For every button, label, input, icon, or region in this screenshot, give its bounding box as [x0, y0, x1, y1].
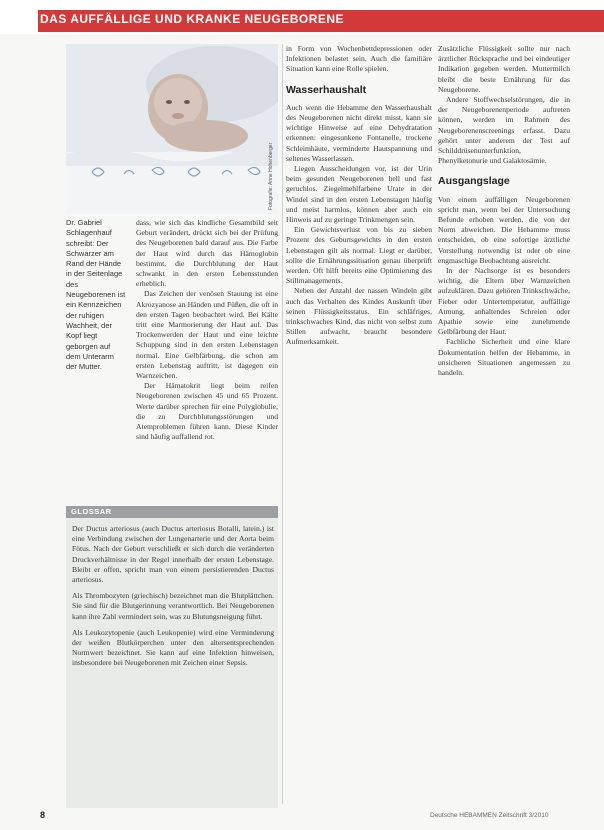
newborn-photo [66, 44, 278, 214]
col3-paragraph: Andere Stoffwechselstörungen, die in der Neugeborenenperiode auftreten können, werden im Rahmen des Neugeborenenscreenings erfasst. Dazu gehört unter anderem der Test auf Schilddrüsenunterfunktion, Phenylketonurie und Galaktosämie. [438, 95, 570, 166]
glossar-entry: Als Thrombozyten (griechisch) bezeichnet man die Blutplättchen. Sie sind für die Blutgerinnung verantwortlich. Bei Neugeborenen kann ihre Zahl vermindert sein, was zu Blutungsneigung führt. [72, 591, 274, 621]
header-title: DAS AUFFÄLLIGE UND KRANKE NEUGEBORENE [40, 12, 345, 26]
col1-paragraph: Der Hämatokrit liegt beim reifen Neugeborenen zwischen 45 und 65 Prozent. Werte darüber sprechen für eine Polyglobulie, die zu Durchblutungsstörungen und Atemproblemen führen kann. Diese Kinder sind häufig auffallend rot. [136, 381, 278, 442]
col3-paragraph: Fachliche Sicherheit und eine klare Dokumentation helfen der Hebamme, in unsicheren Situationen angemessen zu handeln. [438, 337, 570, 378]
column-1 [136, 218, 278, 442]
col3-paragraph: In der Nachsorge ist es besonders wichtig, die Eltern über Warnzeichen aufzuklären. Dazu gehören Trinkschwäche, Fieber oder Untertemperatur, auffällige Atmung, anhaltendes Schreien oder Apathie sowie eine zunehmende Gelbfärbung der Haut. [438, 266, 570, 337]
col2-paragraph: Neben der Anzahl der nassen Windeln gibt auch das Verhalten des Kindes Auskunft über seinen Flüssigkeitsstatus. Ein schläfriges, trinkschwaches Kind, das nicht von selbst zum Stillen aufwacht, braucht besondere Aufmerksamkeit. [286, 286, 432, 347]
photo-caption: Dr. Gabriel Schlagenhauf schreibt: Der Schwarzer am Rand der Hände in der Seitenlage des Neugeborenen ist ein Kennzeichen der ruhigen Wachheit, der Kopf liegt geborgen auf dem Unterarm der Mutter. [66, 218, 126, 372]
glossar-title: GLOSSAR [71, 507, 112, 516]
col3-paragraph: Zusätzliche Flüssigkeit sollte nur nach ärztlicher Rücksprache und bei eindeutiger Indikation gegeben werden. Muttermilch bleibt die beste Ernährung für das Neugeborene. [438, 44, 570, 94]
col2-paragraph: Ein Gewichtsverlust von bis zu sieben Prozent des Geburtsgewichts in den ersten Lebenstagen gilt als normal. Liegt er darüber, sollte die Ernährungssituation genau überprüft werden. Oft hilft bereits eine Optimierung des Stillmanagements. [286, 225, 432, 286]
photo-credit: Fotografie: Anne Hohenberger [268, 142, 274, 210]
column-divider [282, 44, 283, 804]
column-3 [438, 44, 570, 378]
glossar-header [66, 506, 278, 518]
column-2 [286, 44, 432, 348]
col2-intro: in Form von Wochenbettdepressionen oder Infektionen belastet sein. Auch die familiäre Situation kann eine Rolle spielen. [286, 44, 432, 74]
page-header [0, 0, 604, 34]
col2-paragraph: Auch wenn die Hebamme den Wasserhaushalt des Neugeborenen nicht direkt misst, kann sie wichtige Hinweise auf eine Dehydratation erkennen: eingesunkene Fontanelle, trockene Schleimhäute, verminderte Hautspannung und seltenes Wasserlassen. [286, 102, 432, 163]
page-number: 8 [40, 810, 46, 820]
glossar-entry: Als Leukozytopenie (auch Leukopenie) wird eine Verminderung der weißen Blutkörperchen unter den altersentsprechenden Normwert bezeichnet. Sie kann auf eine Infektion hinweisen, insbesondere bei Neugeborenen mit Zeichen einer Sepsis. [72, 627, 274, 668]
magazine-footer: Deutsche HEBAMMEN Zeitschrift 3/2010 [430, 812, 549, 819]
newborn-illustration [66, 44, 278, 214]
col2-paragraph: Liegen Ausscheidungen vor, ist der Urin beim gesunden Neugeborenen hell und fast geruchlos. Ziegelmehlfarbene Urate in der Windel sind in den ersten Lebenstagen häufig und meist harmlos, können aber auch ein Hinweis auf zu geringe Trinkmengen sein. [286, 164, 432, 225]
col1-paragraph: Das Zeichen der venösen Stauung ist eine Akrozyanose an Händen und Füßen, die oft in den ersten Tagen beobachtet wird. Bei Kälte tritt eine Marmorierung der Haut auf. Das Trockenwerden der Haut und eine leichte Schuppung sind in den ersten Lebenstagen normal. Eine Gelbfärbung, die schon am ersten Lebenstag auftritt, ist dagegen ein Warnzeichen. [136, 289, 278, 381]
heading-wasserhaushalt: Wasserhaushalt [286, 83, 367, 96]
heading-ausgangslage: Ausgangslage [438, 175, 510, 188]
col1-paragraph: dass, wie sich das kindliche Gesamtbild seit Geburt verändert, drückt sich bei der Prüfung des Neugeborenen bald darauf aus. Die Farbe der Haut wird durch das Hämoglobin bestimmt, die Durchblutung der Haut schwankt in den ersten Lebensstunden erheblich. [136, 218, 278, 289]
glossar-body [72, 524, 274, 675]
glossar-entry: Der Ductus arteriosus (auch Ductus arteriosus Botalli, latein.) ist eine Verbindung zwischen der Lungenarterie und der Aorta beim Fötus. Nach der Geburt verschließt er sich durch die veränderten Druckverhältnisse in der Regel innerhalb der ersten Lebenstage. Bleibt er offen, spricht man von einem persistierenden Ductus arteriosus. [72, 524, 274, 585]
col3-paragraph: Von einem auffälligen Neugeborenen spricht man, wenn bei der Untersuchung Befunde erhoben werden, die von der Norm abweichen. Die Hebamme muss entscheiden, ob eine sofortige ärztliche Vorstellung notwendig ist oder ob eine engmaschige Beobachtung ausreicht. [438, 194, 570, 265]
